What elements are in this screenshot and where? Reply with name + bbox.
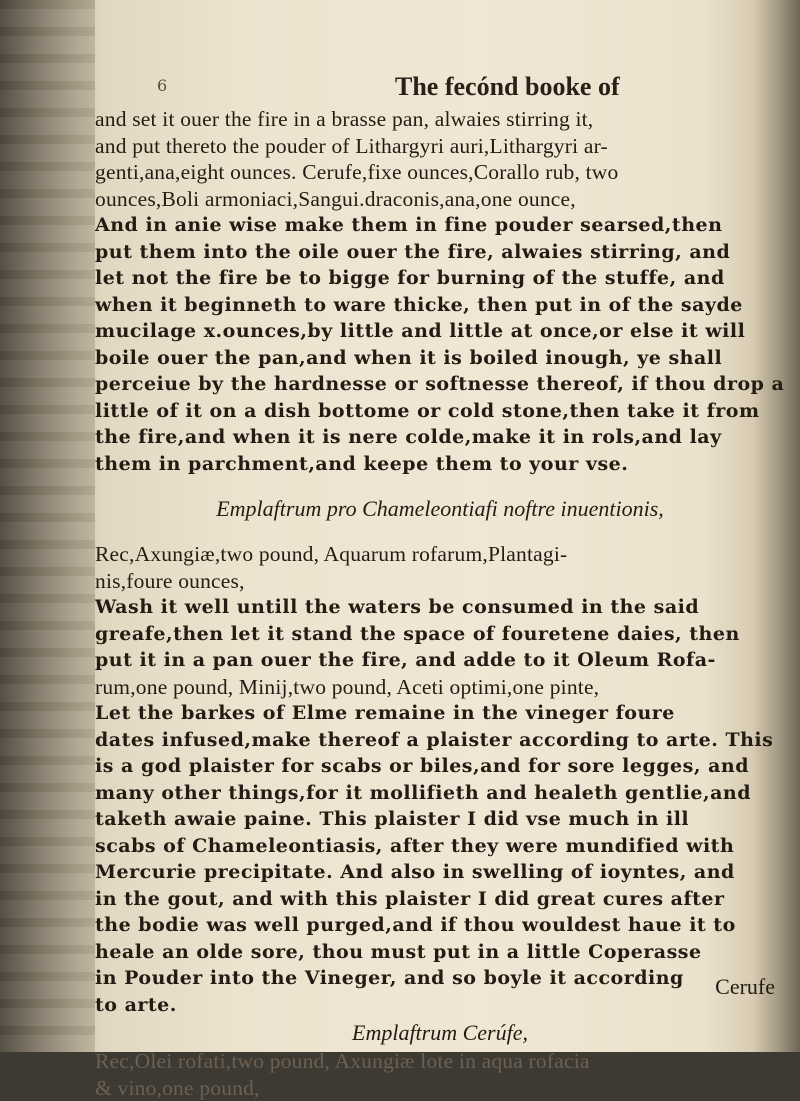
text-line: genti,ana,eight ounces. Cerufe,fixe ounces,Corallo rub, two — [95, 159, 785, 186]
text-line: And in anie wise make them in fine pouder searsed,then — [95, 212, 785, 239]
text-line: mucilage x.ounces,by little and little at once,or else it will — [95, 318, 785, 345]
text-line: the fire,and when it is nere colde,make it in rols,and lay — [95, 424, 785, 451]
text-line: Rec,Axungiæ,two pound, Aquarum rofarum,Plantagi- — [95, 541, 785, 568]
text-line: put it in a pan ouer the fire, and adde to it Oleum Rofa- — [95, 647, 785, 674]
spacer — [95, 477, 785, 489]
book-gutter — [0, 0, 95, 1052]
folio-number: 6 — [157, 76, 167, 95]
text-line: Wash it well untill the waters be consumed in the said — [95, 594, 785, 621]
text-line: perceiue by the hardnesse or softnesse thereof, if thou drop a — [95, 371, 785, 398]
text-line: greafe,then let it stand the space of fouretene daies, then — [95, 621, 785, 648]
text-line: heale an olde sore, thou must put in a little Coperasse — [95, 939, 785, 966]
running-head-title: The fecónd booke of — [395, 72, 620, 102]
text-line: little of it on a dish bottome or cold stone,then take it from — [95, 398, 785, 425]
text-line: to arte. — [95, 992, 785, 1019]
text-line: scabs of Chameleontiasis, after they were mundified with — [95, 833, 785, 860]
text-line: let not the fire be to bigge for burning of the stuffe, and — [95, 265, 785, 292]
spacer — [95, 529, 785, 541]
section-heading: Emplaftrum pro Chameleontiafi noftre inuentionis, — [95, 489, 785, 529]
text-line: boile ouer the pan,and when it is boiled inough, ye shall — [95, 345, 785, 372]
text-line: the bodie was well purged,and if thou wouldest haue it to — [95, 912, 785, 939]
body-text — [95, 106, 785, 1101]
running-head — [95, 70, 785, 106]
text-line: many other things,for it mollifieth and healeth gentlie,and — [95, 780, 785, 807]
text-line: is a god plaister for scabs or biles,and for sore legges, and — [95, 753, 785, 780]
section-heading: Emplaftrum Cerúfe, — [95, 1018, 785, 1048]
catchword: Cerufe — [715, 974, 775, 1000]
text-line: ounces,Boli armoniaci,Sangui.draconis,ana,one ounce, — [95, 186, 785, 213]
text-line: dates infused,make thereof a plaister according to arte. This — [95, 727, 785, 754]
text-line: nis,foure ounces, — [95, 568, 785, 595]
text-line: in the gout, and with this plaister I did great cures after — [95, 886, 785, 913]
text-line: & vino,one pound, — [95, 1075, 785, 1101]
text-line: put them into the oile ouer the fire, alwaies stirring, and — [95, 239, 785, 266]
book-page — [95, 70, 785, 1030]
text-line: them in parchment,and keepe them to your vse. — [95, 451, 785, 478]
text-line: taketh awaie paine. This plaister I did vse much in ill — [95, 806, 785, 833]
text-line: in Pouder into the Vineger, and so boyle it according — [95, 965, 785, 992]
text-line: and set it ouer the fire in a brasse pan, alwaies stirring it, — [95, 106, 785, 133]
text-line: and put thereto the pouder of Lithargyri auri,Lithargyri ar- — [95, 133, 785, 160]
text-line: Rec,Olei rofati,two pound, Axungiæ lote in aqua rofacia — [95, 1048, 785, 1075]
text-line: Mercurie precipitate. And also in swelling of ioyntes, and — [95, 859, 785, 886]
text-line: when it beginneth to ware thicke, then put in of the sayde — [95, 292, 785, 319]
text-line: rum,one pound, Minij,two pound, Aceti optimi,one pinte, — [95, 674, 785, 701]
text-line: Let the barkes of Elme remaine in the vineger foure — [95, 700, 785, 727]
